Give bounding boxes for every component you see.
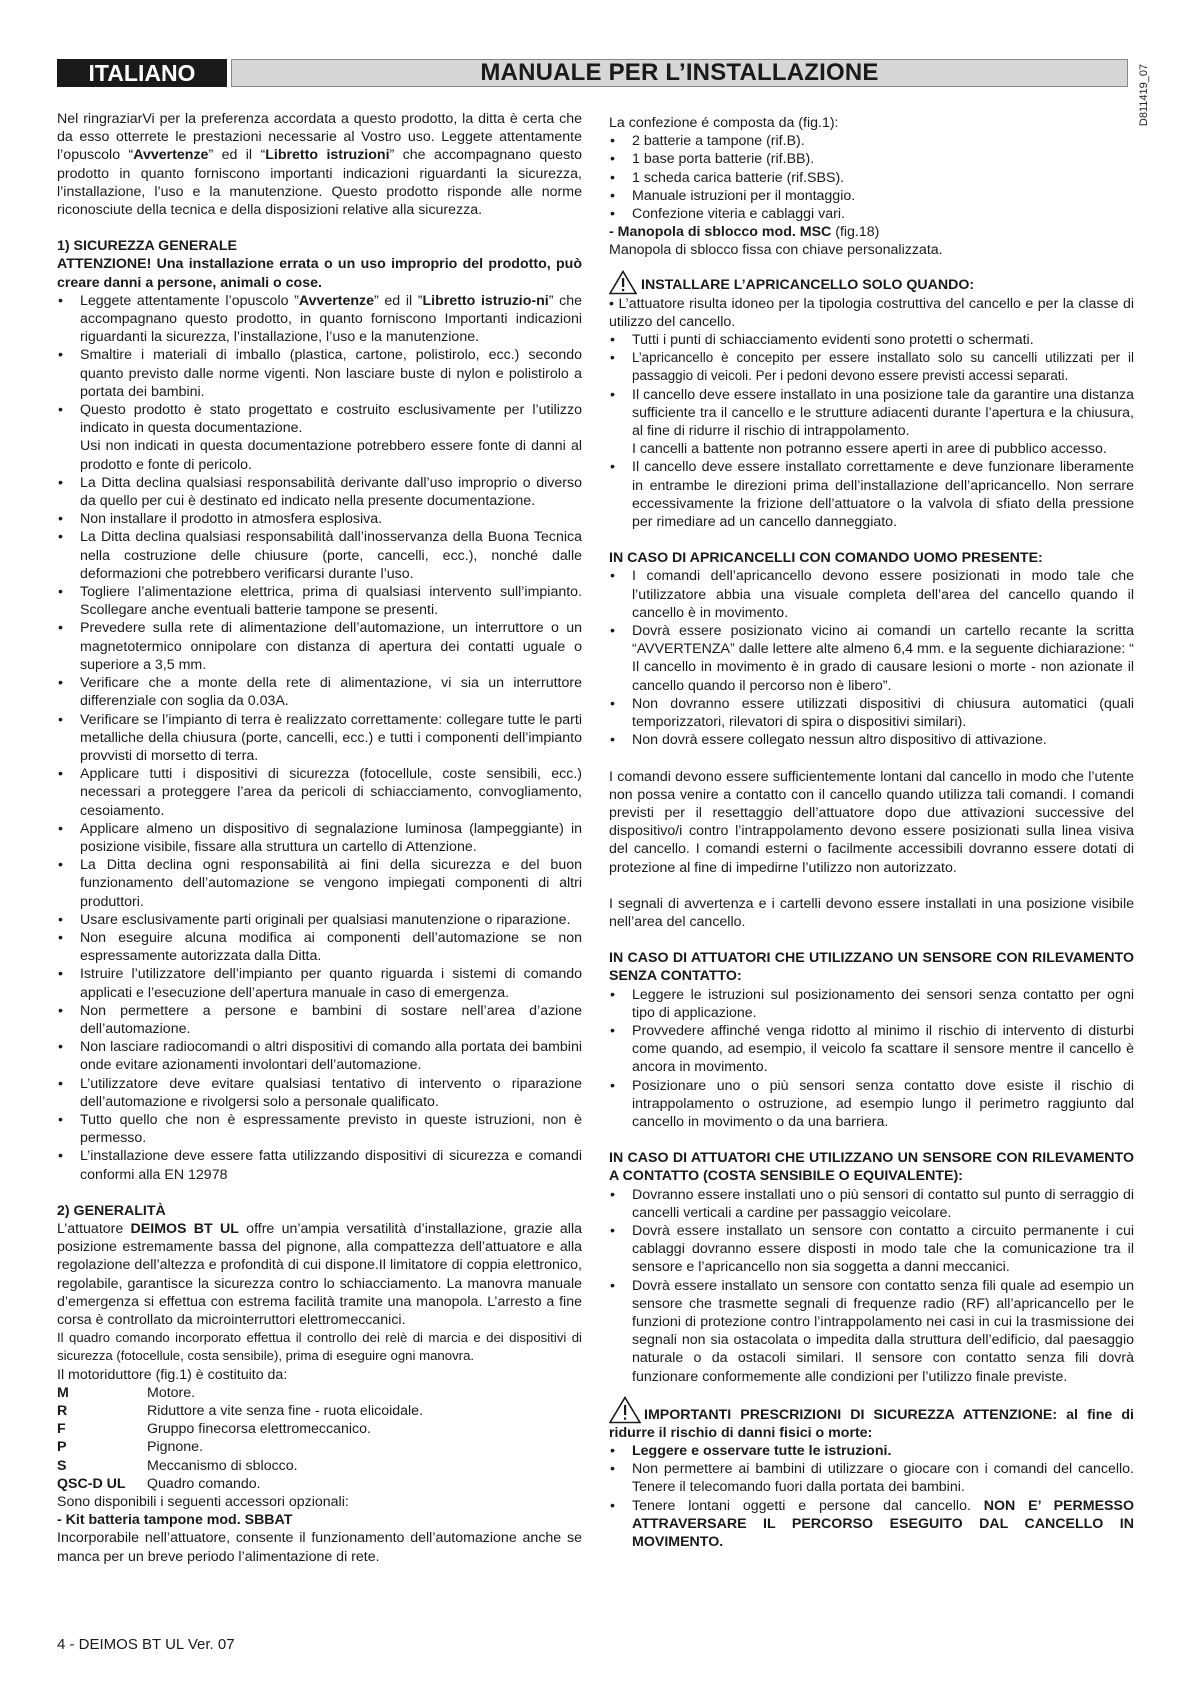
list-item: • Il cancello deve essere installato in una posizione tale da garantire una distanza sufficiente tra il cancello e le strutture adiacenti durante l’apertura e la chiusura, al fine di ridurre il rischio di intrappolamento. I cancelli a battente non potranno essere aperti in aree di pubblico accesso.	[609, 386, 1134, 459]
important-warning-heading: IMPORTANTI PRESCRIZIONI DI SICUREZZA ATTENZIONE: al fine di ridurre il rischio di danni fisici o morte:	[609, 1396, 1134, 1442]
msc-description: Manopola di sblocco fissa con chiave personalizzata.	[609, 242, 943, 259]
page-header	[57, 59, 1128, 87]
list-item: • Posizionare uno o più sensori senza contatto dove esiste il rischio di intrappolamento o ostruzione, ad esempio lungo il perimetro raggiunto dal cancello in movimento o da una barriera.	[609, 1077, 1134, 1132]
uomo-presente-list	[609, 567, 1134, 749]
list-item: • Applicare tutti i dispositivi di sicurezza (fotocellule, coste sensibili, ecc.) necessari a proteggere l’area da pericoli di schiacciamento, convogliamento, cesoiamento.	[57, 765, 582, 820]
kit-title: - Kit batteria tampone mod. SBBAT	[57, 1512, 293, 1529]
list-item: • L’apricancello è concepito per essere installato solo su cancelli utilizzati per il passaggio di veicoli. Per i pedoni devono essere previsti accessi separati.	[609, 349, 1134, 385]
a-contatto-title: IN CASO DI ATTUATORI CHE UTILIZZANO UN SENSORE CON RILEVAMENTO A CONTATTO (COSTA SENSIBILE O EQUIVALENTE):	[609, 1150, 1134, 1185]
install-warning-heading: INSTALLARE L’APRICANCELLO SOLO QUANDO:	[609, 270, 1134, 295]
intro-paragraph: Nel ringraziarVi per la preferenza accordata a questo prodotto, la ditta è certa che da esso otterrete le prestazioni necessarie al Vostro uso. Leggete attentamente l’opuscolo “Avvertenze” ed il “Libretto istruzioni” che accompagnano questo prodotto in quanto forniscono importanti indicazioni riguardanti la sicurezza, l’installazione, l’uso e la manutenzione. Questo prodotto risponde alle norme riconosciute della tecnica e della disposizioni relative alla sicurezza.	[57, 111, 582, 219]
senza-contatto-list	[609, 986, 1134, 1132]
list-item: • Non permettere ai bambini di utilizzare o giocare con i comandi del cancello. Tenere il telecomando fuori dalla portata dei bambini.	[609, 1460, 1134, 1496]
list-item: • Questo prodotto è stato progettato e costruito esclusivamente per l’utilizzo indicato in questa documentazione. Usi non indicati in questa documentazione potrebbero essere fonte di danni al prodotto e fonte di pericolo.	[57, 401, 582, 474]
list-item: • Prevedere sulla rete di alimentazione dell’automazione, un interruttore o un magnetotermico onnipolare con distanza di apertura dei contatti uguale o superiore a 3,5 mm.	[57, 619, 582, 674]
senza-contatto-title: IN CASO DI ATTUATORI CHE UTILIZZANO UN SENSORE CON RILEVAMENTO SENZA CONTATTO:	[609, 950, 1134, 985]
section-2-title: 2) GENERALITÀ	[57, 1202, 166, 1219]
list-item: • Tutto quello che non è espressamente previsto in queste istruzioni, non è permesso.	[57, 1111, 582, 1147]
warning-triangle-icon	[609, 1396, 641, 1424]
generalita-paragraph: L’attuatore DEIMOS BT UL offre un’ampia versatilità d’installazione, grazie alla posizione estremamente bassa del pignone, alla compattezza dell’attuatore e alla regolazione dell’altezza e profondità di cui dispone.Il limitatore di coppia elettronico, regolabile, garantisce la sicurezza contro lo schiacciamento. La manovra manuale d’emergenza si effettua con estrema facilità tramite una manopola. L’arresto a fine corsa è controllato da microinterruttori elettromeccanici.	[57, 1220, 582, 1328]
segnali-paragraph: I segnali di avvertenza e i cartelli devono essere installati in una posizione visibile nell’area del cancello.	[609, 895, 1134, 930]
list-item: • Leggere e osservare tutte le istruzioni.	[609, 1442, 1134, 1460]
list-item: • L’utilizzatore deve evitare qualsiasi tentativo di intervento o riparazione dell’automazione e rivolgersi solo a personale qualificato.	[57, 1075, 582, 1111]
manual-title: MANUALE PER L’INSTALLAZIONE	[231, 59, 1128, 87]
warning-triangle-icon	[609, 270, 637, 295]
important-list	[609, 1442, 1134, 1551]
list-item: • Istruire l’utilizzatore dell’impianto per quanto riguarda i sistemi di comando applicati e l’esecuzione dell’apertura manuale in caso di emergenza.	[57, 965, 582, 1001]
page-footer: 4 - DEIMOS BT UL Ver. 07	[57, 1636, 235, 1653]
list-item: • 2 batterie a tampone (rif.B).	[609, 132, 1134, 150]
list-item: • La Ditta declina qualsiasi responsabilità derivante dall’uso improprio o diverso da quello per cui è destinato ed indicato nella presente documentazione.	[57, 474, 582, 510]
list-item: • Non dovranno essere utilizzati dispositivi di chiusura automatici (quali temporizzatori, rilevatori di spira o dispositivi similari).	[609, 695, 1134, 731]
section-1-warning: ATTENZIONE! Una installazione errata o un uso improprio del prodotto, può creare danni a persone, animali o cose.	[57, 256, 582, 291]
list-item: • Il cancello deve essere installato correttamente e deve funzionare liberamente in entrambe le direzioni prima dell’installazione dell’apricancello. Non serrare eccessivamente la frizione dell’attuatore o la valvola di sfiato della pressione per rimediare ad un cancello danneggiato.	[609, 458, 1134, 531]
list-item: • Verificare che a monte della rete di alimentazione, vi sia un interruttore differenziale con soglia da 0.03A.	[57, 674, 582, 710]
list-item: • L’installazione deve essere fatta utilizzando dispositivi di sicurezza e comandi conformi alla EN 12978	[57, 1147, 582, 1183]
package-list	[609, 132, 1134, 223]
list-item: • Smaltire i materiali di imballo (plastica, cartone, polistirolo, ecc.) secondo quanto previsto dalle norme vigenti. Non lasciare buste di nylon e polistirolo a portata dei bambini.	[57, 346, 582, 401]
msc-title: - Manopola di sblocco mod. MSC (fig.18)	[609, 224, 880, 241]
accessories-intro: Sono disponibili i seguenti accessori opzionali:	[57, 1494, 349, 1511]
components-list: M Motore. R Riduttore a vite senza fine - ruota elicoidale. F Gruppo finecorsa elettromeccanico. P Pignone. S Meccanismo di sblocco. QSC-D UL Quadro comando.	[57, 1384, 424, 1492]
document-code: D811419_07	[1138, 63, 1150, 127]
quadro-paragraph: Il quadro comando incorporato effettua il controllo dei relè di marcia e dei dispositivi di sicurezza (fotocellule, costa sensibile), prima di eseguire ogni manovra.	[57, 1330, 582, 1364]
list-item: • Provvedere affinché venga ridotto al minimo il rischio di intervento di disturbi come quando, ad esempio, il veicolo fa scattare il sensore mentre il cancello è ancora in movimento.	[609, 1022, 1134, 1077]
install-first-line: • L’attuatore risulta idoneo per la tipologia costruttiva del cancello e per la classe di utilizzo del cancello.	[609, 295, 1134, 330]
list-item: • Dovrà essere installato un sensore con contatto senza fili quale ad esempio un sensore che trasmette segnali di frequenze radio (RF) all’apricancello per le funzioni di protezione contro l’intrappolamento nei casi in cui la trasmissione dei segnali non sia ostacolata o impedita dalla struttura dell’edificio, dal paesaggio naturale o da ostacoli similari. Il sensore con contatto senza fili dovrà funzionare conformemente alle condizioni per l’utilizzo finale previste.	[609, 1277, 1134, 1386]
right-column	[609, 114, 1134, 1551]
list-item: • I comandi dell’apricancello devono essere posizionati in modo tale che l’utilizzatore abbia una visuale completa dell’area del cancello quando il cancello è in movimento.	[609, 567, 1134, 622]
left-column	[57, 110, 582, 1566]
safety-list	[57, 292, 582, 1184]
list-item: • Dovrà essere installato un sensore con contatto a circuito permanente i cui cablaggi dovranno essere disposti in modo tale che la comunicazione tra il sensore e l’apricancello non sia soggetta a danni meccanici.	[609, 1222, 1134, 1277]
list-item: • Tenere lontani oggetti e persone dal cancello. NON E’ PERMESSO ATTRAVERSARE IL PERCORSO ESEGUITO DAL CANCELLO IN MOVIMENTO.	[609, 1497, 1134, 1552]
list-item: • 1 base porta batterie (rif.BB).	[609, 150, 1134, 168]
list-item: • Non lasciare radiocomandi o altri dispositivi di comando alla portata dei bambini onde evitare azionamenti involontari dell’automazione.	[57, 1038, 582, 1074]
list-item: • Non dovrà essere collegato nessun altro dispositivo di attivazione.	[609, 731, 1134, 749]
list-item: • 1 scheda carica batterie (rif.SBS).	[609, 169, 1134, 187]
section-1-title: 1) SICUREZZA GENERALE	[57, 238, 237, 255]
list-item: • Non permettere a persone e bambini di sostare nell’area d’azione dell’automazione.	[57, 1002, 582, 1038]
list-item: • Dovranno essere installati uno o più sensori di contatto sul punto di serraggio di cancelli verticali a cardine per passaggio veicolare.	[609, 1186, 1134, 1222]
list-item: • La Ditta declina ogni responsabilità ai fini della sicurezza e del buon funzionamento dell’automazione se vengono impiegati componenti di altri produttori.	[57, 856, 582, 911]
list-item: • Dovrà essere posizionato vicino ai comandi un cartello recante la scritta “AVVERTENZA” dalle lettere alte almeno 6,4 mm. e la seguente dichiarazione: “ Il cancello in movimento è in grado di causare lesioni o morte - non azionate il cancello quando il percorso non è libero”.	[609, 622, 1134, 695]
list-item: • Confezione viteria e cablaggi vari.	[609, 205, 1134, 223]
package-intro: La confezione é composta da (fig.1):	[609, 115, 839, 131]
list-item: • Non eseguire alcuna modifica ai componenti dell’automazione se non espressamente autorizzata dalla Ditta.	[57, 929, 582, 965]
list-item: • La Ditta declina qualsiasi responsabilità dall’inosservanza della Buona Tecnica nella costruzione delle chiusure (porte, cancelli, ecc.), nonché dalle deformazioni che potrebbero verificarsi durante l’uso.	[57, 528, 582, 583]
list-item: • Non installare il prodotto in atmosfera esplosiva.	[57, 510, 582, 528]
list-item: • Tutti i punti di schiacciamento evidenti sono protetti o schermati.	[609, 331, 1134, 349]
language-label: ITALIANO	[57, 59, 227, 87]
list-item: • Togliere l’alimentazione elettrica, prima di qualsiasi intervento sull’impianto. Scollegare anche eventuali batterie tampone se presenti.	[57, 583, 582, 619]
list-item: • Manuale istruzioni per il montaggio.	[609, 187, 1134, 205]
motoriduttore-intro: Il motoriduttore (fig.1) è costituito da:	[57, 1366, 288, 1383]
list-item: • Leggete attentamente l’opuscolo ”Avvertenze” ed il ”Libretto istruzio-ni” che accompagnano questo prodotto, in quanto forniscono Importanti indicazioni riguardanti la sicurezza, l’installazione, l’uso e la manutenzione.	[57, 292, 582, 347]
uomo-presente-title: IN CASO DI APRICANCELLI CON COMANDO UOMO PRESENTE:	[609, 550, 1043, 567]
list-item: • Leggere le istruzioni sul posizionamento dei sensori senza contatto per ogni tipo di applicazione.	[609, 986, 1134, 1022]
list-item: • Usare esclusivamente parti originali per qualsiasi manutenzione o riparazione.	[57, 911, 582, 929]
a-contatto-list	[609, 1186, 1134, 1386]
kit-paragraph: Incorporabile nell’attuatore, consente il funzionamento dell’automazione anche se manca per un breve periodo l’alimentazione di rete.	[57, 1530, 582, 1565]
comandi-paragraph: I comandi devono essere sufficientemente lontani dal cancello in modo che l’utente non possa venire a contatto con il cancello quando utilizza tali comandi. I comandi previsti per il resettaggio dell’attuatore dopo due attivazioni successive del dispositivo/i contro l’intrappolamento devono essere posizionati sulla linea visiva del cancello. I comandi esterni o facilmente accessibili dovranno essere dotati di protezione al fine di impedirne l’utilizzo non autorizzato.	[609, 768, 1134, 876]
install-list	[609, 331, 1134, 531]
list-item: • Verificare se l’impianto di terra è realizzato correttamente: collegare tutte le parti metalliche della chiusura (porte, cancelli, ecc.) e tutti i componenti dell’impianto provvisti di morsetto di terra.	[57, 711, 582, 766]
list-item: • Applicare almeno un dispositivo di segnalazione luminosa (lampeggiante) in posizione visibile, fissare alla struttura un cartello di Attenzione.	[57, 820, 582, 856]
